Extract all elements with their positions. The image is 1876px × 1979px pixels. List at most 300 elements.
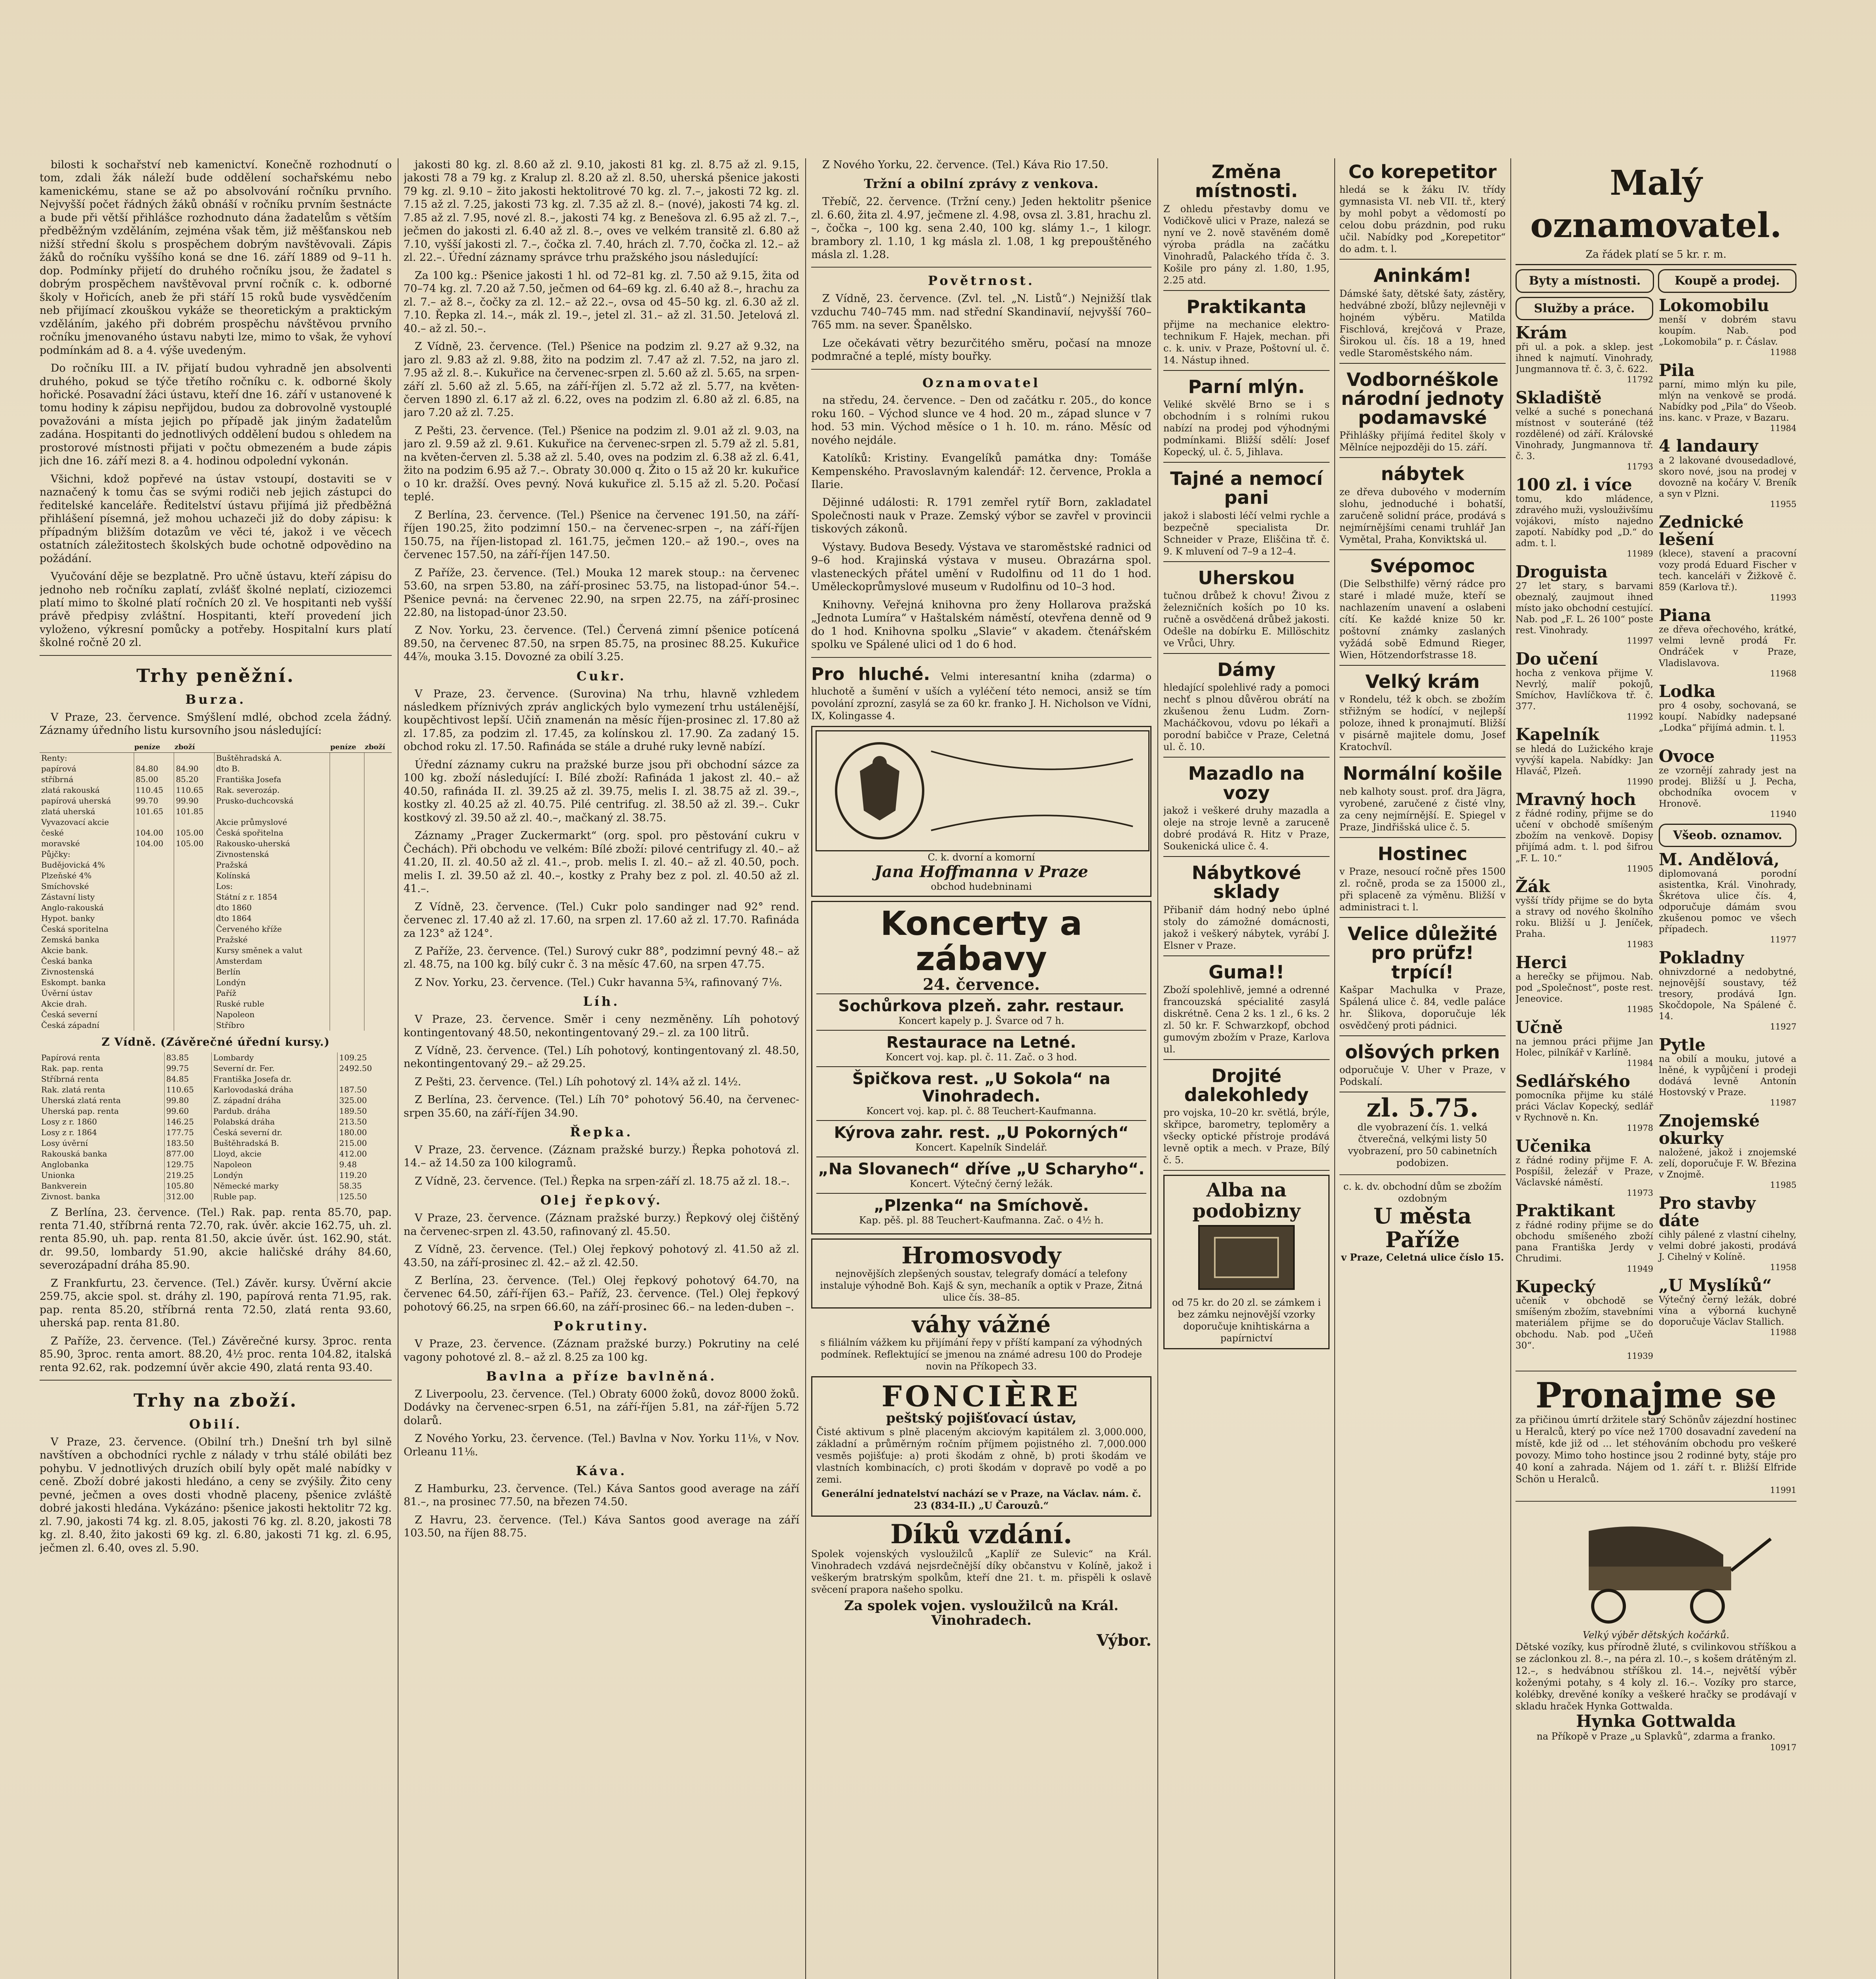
- paragraph: Z Vídně, 23. července. (Tel.) Líh pohotový, kontingentovaný zl. 48.50, nekontingentovaný 29.– až 29.25.: [404, 1045, 799, 1070]
- classifieds-masthead: Malý oznamovatel.: [1530, 163, 1782, 245]
- table-cell: 85.20: [174, 774, 214, 785]
- ad-title: Svépomoc: [1370, 555, 1475, 577]
- column-3: [811, 158, 1151, 1979]
- classified-ad: [1516, 726, 1653, 787]
- paragraph: jakosti 80 kg. zl. 8.60 až zl. 9.10, jakosti 81 kg. zl. 8.75 až zl. 9.15, jakosti 78 a 79 kg. z Kralup zl. 8.20 až zl. 8.50, uherská pšenice jakosti 79 kg. zl. 9.10 – žito jakosti hektolitrové 70 kg. zl. 7.–, jakosti 72 kg. zl. 7.15 až zl. 7.25, jakosti 73 kg. zl. 7.35 až zl. 8.– (nové), jakosti 74 kg. zl. 7.85 až zl. 7.95, nové zl. 8.–, jakosti 74 kg. z Benešova zl. 6.95 až zl. 7.–, ječmen do jakosti zl. 6.40 až zl. 8.–, oves ve velkém transitě zl. 6.80 až 7.10, vyšší jakosti zl. 7.–, čočka zl. 7.40, hrách zl. 7.70, čočka zl. 12.– až zl. 22.–. Úřední záznamy správce trhu pražského jsou následující:: [404, 159, 799, 264]
- table-row: [40, 1170, 392, 1181]
- paragraph: Do ročníku III. a IV. přijatí budou vyhradně jen absolventi druhého, pokud se týče třetího ročníku c. k. odborné školy hořické. Posavadní žáci ústavu, kteří dne 16. září v ustanovené k tomu hodiny k zápisu nepřijdou, budou za dobrovolně vystouplé považováni a místa jejich po případě jak jiným žadatelům zadána. Hospitanti do jednotlivých oddělení budou s ohledem na prostorové místnosti přijati v počtu obmezeném a bude zápis jich dne 16. září mezi 8. a 4. hodinou odpolední vykonán.: [40, 362, 392, 467]
- table-cell: [364, 881, 392, 892]
- paragraph: Z Paříže, 23. července. (Tel.) Závěrečné kursy. 3proc. renta 85.90, 3proc. renta amort. 88.20, 4½ proc. renta 104.82, italská renta 92.62, rak. podzemní úvěr akcie 490, zlatá renta 93.40.: [40, 1335, 392, 1374]
- table-cell: Hypot. banky: [41, 913, 95, 923]
- paragraph: Z Nov. Yorku, 23. července. (Tel.) Červená zimní pšenice potícená 89.50, na červenec 87.50, na srpen 85.75, na prosinec 88.25. Kukuřice 44⅞, mouka 3.15. Dovozné za obilí 3.25.: [404, 624, 799, 663]
- classified-ad: [1516, 1202, 1653, 1274]
- table-cell: Ruské ruble: [214, 999, 330, 1009]
- rates-header-cell: [214, 742, 330, 753]
- rates-table: [40, 742, 392, 1031]
- classified-title: Skladiště: [1516, 387, 1602, 407]
- classified-title: Učně: [1516, 1017, 1563, 1037]
- classified-title: Piana: [1659, 606, 1711, 625]
- col5-ad-list: [1339, 158, 1506, 1092]
- classified-number: 11977: [1770, 935, 1796, 945]
- table-cell: 177.75: [164, 1127, 211, 1138]
- table-cell: 129.75: [164, 1159, 211, 1170]
- paragraph: Z Vídně, 23. července. (Tel.) Pšenice na podzim zl. 9.27 až 9.32, na jaro zl. 9.83 až zl. 9.88, žito na podzim zl. 7.47 až zl. 7.52, na jaro zl. 7.95 až zl. 8.–. Kukuřice na červenec-srpen zl. 5.60 až zl. 5.65, na srpen-září zl. 5.60 až zl. 5.65, na září-říjen zl. 5.72 až zl. 5.77, na květen-červen 1890 zl. 6.17 až zl. 6.22, oves na podzim zl. 6.80 až zl. 6.85, na jaro 7.20 až zl. 7.25.: [404, 340, 799, 419]
- table-cell: 101.65: [134, 806, 174, 817]
- paragraph: Z Vídně, 23. července. (Tel.) Olej řepkový pohotový zl. 41.50 až zl. 43.50, na září-prosinec zl. 42.– až zl. 42.50.: [404, 1243, 799, 1269]
- paragraph: Všichni, kdož popřevé na ústav vstoupí, dostaviti se v naznačený k tomu čas se svými rodiči neb jejich zástupci do ředitelské kanceláře. Ředitelství ústavu přijímá již předběžná přihlášení písemná, jež mohou uchazeči již do doby zápisu: k případným bližším dotazům ve věci té, jakož i ve věcech ostatních záležitostech školských bude ochotně odpovědino na požádání.: [40, 473, 392, 565]
- vienna-rates-table: [40, 1052, 392, 1202]
- paragraph: Z Pešti, 23. července. (Tel.) Pšenice na podzim zl. 9.01 až zl. 9.03, na jaro zl. 9.59 až zl. 9.61. Kukuřice na červenec-srpen zl. 5.79 až zl. 5.81, na květen-červen zl. 5.38 až zl. 5.40, oves na podzim zl. 6.38 až zl. 6.41, žito na podzim 6.95 až 7.–. Obraty 30.000 q. Žito o 15 až 20 kr. kukuřice o 10 kr. dražší. Oves pevný. Nová kukuřice zl. 5.15 až zl. 5.20. Počasí teplé.: [404, 424, 799, 503]
- subsection-heading: Cukr.: [577, 668, 626, 684]
- classified-ad: [1516, 1019, 1653, 1069]
- table-cell: 219.25: [164, 1170, 211, 1181]
- classified-title: Kapelník: [1516, 725, 1599, 744]
- subsection-heading: Líh.: [583, 994, 620, 1009]
- ad-block: [1163, 959, 1330, 1060]
- ad-text: Přihlášky přijímá ředitel školy v Mělníce nejpozději do 15. září.: [1339, 430, 1506, 453]
- ad-text: v Praze, nesoucí ročně přes 1500 zl. ročně, proda se za 15000 zl., při splaceně za výměnu. Bližší v administraci t. l.: [1339, 866, 1506, 913]
- table-row: [40, 1149, 392, 1159]
- table-row: [40, 806, 392, 817]
- table-cell: Uherská pap. renta: [41, 1106, 119, 1116]
- price-block: [1339, 1095, 1506, 1169]
- table-cell: Česká sporitelna: [41, 924, 108, 934]
- table-cell: Losy z r. 1864: [41, 1127, 97, 1137]
- concert-desc: Kap. pěš. pl. 88 Teuchert-Kaufmanna. Zač. o 4½ h.: [859, 1214, 1104, 1226]
- subsection-heading: Pokrutiny.: [553, 1318, 650, 1334]
- table-row: [40, 1159, 392, 1170]
- subsection-heading: Bavlna a příze bavlněná.: [486, 1368, 717, 1384]
- table-cell: [338, 1074, 392, 1084]
- table-cell: 105.80: [164, 1181, 211, 1191]
- table-cell: [364, 892, 392, 902]
- table-cell: Amsterdam: [214, 956, 330, 967]
- table-cell: [330, 763, 364, 774]
- table-cell: 84.80: [134, 763, 174, 774]
- table-cell: [134, 1009, 174, 1020]
- store-name: U města Paříže: [1373, 1203, 1472, 1252]
- table-row: [40, 838, 392, 849]
- concert-desc: Koncert voj. kap. pl. č. 11. Zač. o 3 hod.: [885, 1051, 1077, 1063]
- paragraph: V Praze, 23. července. Smýšlení mdlé, obchod zcela žádný. Záznamy úředního listu kursovního jsou následující:: [40, 711, 392, 737]
- table-row: [40, 1084, 392, 1095]
- table-cell: [364, 817, 392, 828]
- paragraph: Z Berlína, 23. července. (Tel.) Rak. pap. renta 85.70, pap. renta 71.40, stříbrná renta 72.70, rak. úvěr. akcie 162.75, uh. zl. renta 85.90, uh. pap. renta 81.50, akcie úvěr. úst. 162.90, stát. dr. 99.50, lombardy 51.90, akcie haličské dráhy 84.60, severozápadní dráha 85.90.: [40, 1206, 392, 1272]
- ad-text: Kašpar Machulka v Praze, Spálená ulice č. 84, vedle paláce hr. Šlikova, doporučuje lék osvědčený proti pádnici.: [1339, 984, 1506, 1031]
- rates-header-cell: [40, 742, 134, 753]
- table-cell: [174, 881, 214, 892]
- column-rule: [1510, 158, 1511, 1979]
- scales-text: s filiálním vážkem ku přijímání řepy v příští kampaní za výhodných podmínek. Reflektující se jmenou na známé adresu 100 do Prodeje novin na Příkopech 33.: [820, 1337, 1142, 1372]
- rent-ad: [1516, 1377, 1796, 1495]
- classified-title: 4 landaury: [1659, 436, 1758, 456]
- table-cell: [364, 774, 392, 785]
- concerts-date: 24. července.: [923, 975, 1040, 994]
- classifieds-right: [1659, 297, 1796, 1366]
- paragraph: V Praze, 23. července. (Záznam pražské burzy.) Řepka pohotová zl. 14.– až 14.50 za 100 kilogramů.: [404, 1144, 799, 1170]
- hearing-ad: [811, 663, 1151, 722]
- table-cell: [174, 988, 214, 999]
- table-cell: Karlovodaská dráha: [211, 1084, 337, 1095]
- ad-text: neb kalhoty soust. prof. dra Jägra, vyrobené, zaručené z čisté vlny, za ceny nejmírnější. E. Spiegel v Praze, Jindřišská ulice č. 5.: [1339, 786, 1506, 833]
- table-cell: [364, 763, 392, 774]
- table-cell: [364, 945, 392, 956]
- table-cell: 104.00: [134, 838, 174, 849]
- paragraph: V Praze, 23. července. (Obilní trh.) Dnešní trh byl silně navštíven a obchodníci rychle z nálady v trhu stálé obiláti bez pohybu. V jednotlivých druzích obilí byly opět malé nabídky v ceně. Zboží dobré jakosti hledáno, a ceny se zvýšily. Žito ceny pevné, ječmen a oves dosti vhodně placeny, pšenice zvláště dobré jakosti hledána. Vykázáno: pšenice jakosti hektolitr 72 kg. zl. 7.90, jakosti 74 kg. zl. 8.05, jakosti 76 kg. zl. 8.20, jakosti 78 kg. zl. 8.40, žito jakosti 69 kg. zl. 6.80, jakosti 71 kg. zl. 6.95, ječmen zl. 6.40, oves zl. 5.90.: [40, 1436, 392, 1554]
- concert-desc: Koncert voj. kap. pl. č. 88 Teuchert-Kaufmanna.: [866, 1105, 1096, 1117]
- concert-desc: Koncert. Výtečný černý ležák.: [910, 1178, 1053, 1189]
- ad-title: Guma!!: [1208, 961, 1284, 983]
- table-cell: [174, 817, 214, 828]
- table-cell: [364, 860, 392, 870]
- rates-header-row: [40, 742, 392, 753]
- table-cell: [330, 796, 364, 806]
- concert-item: [816, 1120, 1146, 1157]
- classified-text: ohnivzdorné a nedobytné, nejnovější soustavy, též tresory, prodává Ign. Skočdopole, Na Spálené č. 14.: [1659, 967, 1796, 1022]
- lightning-title: Hromosvody: [901, 1242, 1061, 1269]
- table-cell: Stříbrná renta: [41, 1074, 99, 1084]
- table-cell: 110.65: [164, 1084, 211, 1095]
- classified-text: na jemnou práci přijme Jan Holec, pilníkář v Karlíně.: [1516, 1037, 1653, 1058]
- table-cell: Akcie průmyslové: [214, 817, 330, 828]
- table-cell: [330, 774, 364, 785]
- table-cell: [364, 934, 392, 945]
- pram-text: Dětské vozíky, kus přírodně žluté, s cvilinkovou stříškou a se záclonkou zl. 8.–, na péra zl. 10.–, s košem drátěným zl. 12.–, s hedvábnou stříškou zl. 14.–, největší výběr koženými potahy, s 4 koly zl. 16.–. Vozíky pro starce, kolébky, drevěné koníky a veškeré hračky se prodávají v skladu hraček Hynka Gottwalda.: [1516, 1641, 1796, 1712]
- table-row: [40, 1117, 392, 1127]
- table-cell: [134, 892, 174, 902]
- classified-number: 11988: [1770, 1328, 1796, 1337]
- classified-title: Do učení: [1516, 649, 1598, 669]
- ad-block: [1163, 465, 1330, 562]
- paragraph: Dějinné události: R. 1791 zemřel rytíř Born, zakladatel Společnosti nauk v Praze. Zemský výbor se zavřel v provincii tiskových zákonů.: [811, 496, 1151, 536]
- classified-title: Žák: [1516, 877, 1550, 896]
- classified-ad: [1659, 607, 1796, 679]
- thanks-org: Za spolek vojen. vysloužilců na Král. Vinohradech.: [844, 1597, 1119, 1629]
- classified-title: Mravný hoch: [1516, 790, 1636, 809]
- ad-text: jakož i veškeré druhy mazadla a oleje na stroje levně a zaruceně dobré prodává R. Hitz v Praze, Soukenická ulice č. 4.: [1163, 805, 1330, 852]
- classified-text: ze vzornějí zahrady jest na prodej. Bližší u J. Pecha, obchodníka ovocem v Hronově.: [1659, 765, 1796, 809]
- classified-text: hocha z venkova přijme V. Nevrlý, malíř pokojů, Smíchov, Havlíčkova tř. č. 377.: [1516, 668, 1653, 712]
- classified-ad: [1659, 513, 1796, 603]
- table-cell: Buštěhradská A.: [214, 752, 330, 763]
- fonciere-sub: peštský pojišťovací ústav,: [886, 1410, 1077, 1426]
- ad-block: [1339, 920, 1506, 1036]
- classified-text: pomocníka přijme ku stálé práci Václav Kopecký, sedlář v Rychnově n. Kn.: [1516, 1090, 1653, 1123]
- table-cell: [330, 956, 364, 967]
- subsection-heading: Olej řepkový.: [540, 1193, 663, 1208]
- banner-row: [1516, 269, 1796, 292]
- table-cell: Papírová renta: [41, 1052, 101, 1062]
- table-row: [40, 1074, 392, 1084]
- fonciere-agency: Generální jednatelství nachází se v Praze, na Václav. nám. č. 23 (834-II.) „U Čarouzů.“: [821, 1487, 1141, 1511]
- table-cell: 109.25: [338, 1052, 392, 1063]
- classified-number: 11990: [1627, 777, 1653, 786]
- table-cell: [364, 1009, 392, 1020]
- table-cell: [134, 913, 174, 924]
- table-cell: Prusko-duchcovská: [214, 796, 330, 806]
- table-cell: [134, 945, 174, 956]
- ad-block: [1339, 553, 1506, 666]
- table-cell: 101.85: [174, 806, 214, 817]
- ad-text: Veliké skvělé Brno se i s obchodním i s rolními rukou nabízí na prodej pod výhodnými podmínkami. Bližší sdělí: Josef Kopecký, ul. č. 5, Jihlava.: [1163, 399, 1330, 458]
- concert-item: [816, 1157, 1146, 1193]
- table-cell: Františka Josefa dr.: [211, 1074, 337, 1084]
- table-cell: [364, 924, 392, 934]
- ad-text: Zboží spolehlivě, jemné a odrenné francouzská spécialité zasylá diskrétně. Cena 2 ks. 1 zl., 6 ks. 2 zl. 50 kr. F. Schwarzkopf, obchod gumovým zbožím v Praze, Karlova ul.: [1163, 984, 1330, 1055]
- table-cell: Budějovická 4%: [41, 860, 105, 870]
- table-cell: [134, 967, 174, 977]
- classified-title: „U Myslíků“: [1659, 1275, 1772, 1295]
- table-cell: 312.00: [164, 1191, 211, 1202]
- classified-number: 11927: [1770, 1022, 1796, 1032]
- table-cell: [174, 860, 214, 870]
- column-6: [1516, 158, 1796, 1979]
- classified-number: 11968: [1770, 669, 1796, 678]
- classified-text: z řádné rodiny, přijme se do učení v obchodě smíšeným zbožím na venkově. Dopisy přijímá adm. t. l. pod šifrou „F. L. 10.“: [1516, 809, 1653, 864]
- classified-number: 11989: [1627, 549, 1653, 558]
- table-row: [40, 945, 392, 956]
- table-cell: [364, 999, 392, 1009]
- table-cell: [174, 924, 214, 934]
- hoffmann-ad: [811, 726, 1151, 897]
- table-cell: 412.00: [338, 1149, 392, 1159]
- concert-venue: „Na Slovanech“ dříve „U Scharyho“.: [818, 1160, 1145, 1178]
- table-cell: Napoleon: [214, 1009, 330, 1020]
- table-cell: [330, 967, 364, 977]
- table-cell: Polabská dráha: [211, 1117, 337, 1127]
- table-row: [40, 817, 392, 828]
- table-cell: Buštěhradská B.: [211, 1138, 337, 1149]
- ad-text: přijme na mechanice elektro-technikum F. Hajek, mechan. při c. k. univ. v Praze, Poštovní ul. č. 14. Nástup ihned.: [1163, 319, 1330, 366]
- classified-number: 11984: [1770, 423, 1796, 433]
- table-cell: [330, 828, 364, 838]
- rent-title: Pronajme se: [1535, 1375, 1777, 1416]
- classified-number: 11987: [1770, 1098, 1796, 1108]
- ad-text: tučnou drůbež k chovu! Živou z železničních koších po 10 ks. ručně a osvědčená drůbež jakosti. Odešle na dobírku E. Millöschitz ve Vrůci, Uhry.: [1163, 590, 1330, 649]
- price-desc: dle vyobrazení čís. 1. velká čtverečná, velkými listy 50 vyobrazení, pro 50 cabinetních podobizen.: [1348, 1122, 1497, 1169]
- concert-item: [816, 1193, 1146, 1229]
- classified-ad: [1516, 1138, 1653, 1198]
- classified-number: 11997: [1627, 636, 1653, 646]
- classified-text: Výtečný černý ležák, dobré vína a výborná kuchyně doporučuje Václav Stallich.: [1659, 1294, 1796, 1327]
- fonciere-title: FONCIÈRE: [881, 1379, 1081, 1413]
- pram-number: 10917: [1770, 1743, 1796, 1753]
- classified-text: z řádné rodiny přijme F. A. Pospíšil, železář v Praze, Václavské náměstí.: [1516, 1155, 1653, 1188]
- paragraph: na středu, 24. července. – Den od začátku r. 205., do konce roku 160. – Východ slunce ve 4 hod. 20 m., západ slunce v 7 hod. 53 min. Východ měsíce o 1 h. 10. m. ráno. Měsíc od nového nejdále.: [811, 394, 1151, 446]
- vienna-rates-body: [40, 1052, 392, 1202]
- subsection-heading: Povětrnost.: [928, 273, 1035, 289]
- table-cell: 83.85: [164, 1052, 211, 1063]
- hoffmann-logo: [816, 730, 1150, 851]
- table-cell: Česká spořitelna: [214, 828, 330, 838]
- divider: [1339, 1174, 1506, 1175]
- table-cell: Bankverein: [41, 1181, 87, 1191]
- table-cell: [364, 785, 392, 796]
- paragraph: Z Nov. Yorku, 23. července. (Tel.) Cukr havanna 5¾, rafinovaný 7⅛.: [415, 976, 783, 989]
- table-cell: Česká severní: [41, 1009, 97, 1019]
- table-cell: [330, 752, 364, 763]
- table-cell: Zemská banka: [41, 934, 100, 944]
- table-cell: Půjčky:: [41, 849, 70, 859]
- table-cell: 84.90: [174, 763, 214, 774]
- rates-header-cell: peníze: [330, 742, 364, 753]
- table-cell: [330, 988, 364, 999]
- classified-ad: [1659, 437, 1796, 509]
- classified-text: diplomovaná porodní asistentka, Král. Vinohrady, Škrétova ulice čís. 4, odporučuje dámám svou zkušenou pomoc ve všech případech.: [1659, 869, 1796, 935]
- store-address: v Praze, Celetná ulice číslo 15.: [1341, 1252, 1504, 1263]
- paragraph: Z Berlína, 23. července. (Tel.) Olej řepkový pohotový 64.70, na červenec 64.50, září-říjen 63.– Paříž, 23. července. (Tel.) Olej řepkový pohotový 66.25, na srpen 66.60, na září-prosinec 66.– na leden-duben –.: [404, 1274, 799, 1313]
- classified-number: 11940: [1770, 809, 1796, 819]
- table-cell: Německé marky: [211, 1181, 337, 1191]
- paragraph: Z Havru, 23. července. (Tel.) Káva Santos good average na září 103.50, na říjen 88.75.: [404, 1514, 799, 1540]
- classified-title: Ovoce: [1659, 746, 1715, 766]
- ad-title: Aninkám!: [1373, 265, 1472, 287]
- subsection-heading: Burza.: [185, 691, 246, 707]
- crest-icon: [820, 735, 1145, 846]
- table-row: [40, 763, 392, 774]
- table-cell: 99.80: [164, 1095, 211, 1106]
- classified-number: 11955: [1770, 499, 1796, 509]
- thanks-ad: [811, 1518, 1151, 1650]
- classified-ad: [1516, 324, 1653, 385]
- classified-ad: [1516, 563, 1653, 646]
- ad-title: Hostinec: [1377, 843, 1468, 864]
- store-intro: c. k. dv. obchodní dům se zbožím ozdobným: [1343, 1181, 1502, 1204]
- albums-ad: [1163, 1175, 1330, 1349]
- classified-text: parní, mimo mlýn ku pile, mlýn na venkově se prodá. Nabídky pod „Pila“ do Všeob. ins. kanc. v Praze, v Bazaru.: [1659, 379, 1796, 423]
- classified-title: Zednické lešení: [1659, 512, 1744, 549]
- ad-text: jakož i slabosti léčí velmi rychle a bezpečně specialista Dr. Schneider v Praze, Eliščina tř. č. 9. K mluvení od 7–9 a 12–4.: [1163, 510, 1330, 557]
- table-cell: Vyvazovací akcie: [41, 817, 109, 827]
- divider: [1516, 1501, 1796, 1502]
- table-cell: [174, 956, 214, 967]
- concerts-ad: [811, 901, 1151, 1234]
- lightning-text: nejnovějších zlepšených soustav, telegrafy domácí a telefony instaluje výhodně Boh. Kajš & syn, mechaník a optik v Praze, Žitná ulice čís. 38–85.: [820, 1268, 1143, 1303]
- ad-block: [1163, 564, 1330, 654]
- table-cell: [364, 988, 392, 999]
- concert-venue: Sochůrkova plzeň. zahr. restaur.: [838, 997, 1125, 1015]
- table-cell: [174, 870, 214, 881]
- table-cell: [364, 902, 392, 913]
- table-row: [40, 999, 392, 1009]
- table-cell: Unionka: [41, 1170, 75, 1180]
- table-cell: Uherská zlatá renta: [41, 1095, 121, 1105]
- table-cell: [364, 977, 392, 988]
- table-cell: [134, 988, 174, 999]
- paragraph: Lze očekávati větry bezurčitého směru, počasí na mnoze podmračné a teplé, místy bouřky.: [811, 337, 1151, 363]
- subsection-heading: Oznamovatel: [922, 375, 1040, 390]
- ad-block: [1339, 840, 1506, 918]
- table-cell: [330, 913, 364, 924]
- classified-ad: [1516, 1073, 1653, 1134]
- table-cell: [330, 806, 364, 817]
- table-cell: dto 1864: [214, 913, 330, 924]
- table-row: [40, 1052, 392, 1063]
- ad-block: [1163, 373, 1330, 463]
- table-cell: Z. západní dráha: [211, 1095, 337, 1106]
- paragraph: Z Vídně, 23. července. (Tel.) Řepka na srpen-září zl. 18.75 až zl. 18.–.: [415, 1175, 790, 1187]
- classifieds-left: [1516, 297, 1653, 1366]
- table-cell: dto 1860: [214, 902, 330, 913]
- table-cell: [134, 934, 174, 945]
- table-cell: Rak. zlatá renta: [41, 1084, 105, 1094]
- classified-text: učeník v obchodě se smíšeným zbožím, stavebními materiálem přijme se do obchodu. Nab. pod „Učeň 30“.: [1516, 1296, 1653, 1351]
- divider: [40, 1380, 392, 1381]
- classifieds-grid: [1516, 297, 1796, 1366]
- paragraph: Z Nového Yorku, 23. července. (Tel.) Bavlna v Nov. Yorku 11⅛, v Nov. Orleanu 11⅛.: [404, 1432, 799, 1458]
- classified-number: 11985: [1627, 1005, 1653, 1014]
- ad-title: nábytek: [1381, 463, 1464, 485]
- table-cell: Napoleon: [211, 1159, 337, 1170]
- classified-number: 11992: [1627, 712, 1653, 722]
- classified-ad: [1659, 297, 1796, 358]
- concert-item: [816, 993, 1146, 1030]
- table-cell: 105.00: [174, 828, 214, 838]
- table-cell: [330, 860, 364, 870]
- paragraph: Z Vídně, 23. července. (Tel.) Cukr polo sandinger nad 92° rend. červenec zl. 17.40 až zl. 17.60, na srpen zl. 17.60 až zl. 17.70. Rafináda za 123° až 124°.: [404, 900, 799, 940]
- table-cell: Česká západní: [41, 1020, 100, 1030]
- subsection-heading: Obilí.: [189, 1417, 242, 1432]
- table-row: [40, 913, 392, 924]
- classified-text: a 2 lakované dvousedadlové, skoro nové, jsou na prodej v dovozně na kočáry V. Breník a syn v Plzni.: [1659, 455, 1796, 499]
- table-cell: [134, 860, 174, 870]
- table-row: [40, 785, 392, 796]
- table-cell: Losy úvěrní: [41, 1138, 88, 1148]
- rates-header-cell: zboží: [364, 742, 392, 753]
- ad-block: [1339, 262, 1506, 363]
- paragraph: Z Frankfurtu, 23. července. (Tel.) Závěr. kursy. Úvěrní akcie 259.75, akcie spol. st. dráhy zl. 190, papírová renta 71.95, rak. pap. renta 85.20, stříbrná renta 72.50, zlatá renta 93.60, uherská pap. renta 81.80.: [40, 1277, 392, 1329]
- table-cell: [330, 849, 364, 860]
- classified-ad: [1659, 748, 1796, 820]
- table-row: [40, 1095, 392, 1106]
- table-row: [40, 1106, 392, 1117]
- classified-text: vyšší třídy přijme se do byta a stravy od nového školního roku. Bližší u J. Jeníček, Praha.: [1516, 896, 1653, 940]
- table-cell: zlatá rakouská: [41, 785, 100, 795]
- table-cell: Státní z r. 1854: [214, 892, 330, 902]
- table-cell: [134, 977, 174, 988]
- classified-text: cihly pálené z vlastní cihelny, velmi dobré jakosti, prodává J. Cihelný v Kolíně.: [1659, 1230, 1796, 1263]
- table-cell: [330, 945, 364, 956]
- ad-title: Normální košile: [1343, 763, 1502, 784]
- table-cell: [330, 881, 364, 892]
- table-cell: Eskompt. banka: [41, 977, 106, 987]
- classified-text: při ul. a pok. a sklep. jest ihned k najmutí. Vinohrady, Jungmannova tř. č. 3, č. 622.: [1516, 342, 1653, 375]
- table-cell: Česká severní dr.: [211, 1127, 337, 1138]
- classified-number: 11793: [1627, 462, 1653, 472]
- table-cell: Severní dr. Fer.: [211, 1063, 337, 1074]
- classified-title: Lodka: [1659, 682, 1716, 701]
- classified-title: Znojemské okurky: [1659, 1111, 1760, 1148]
- classified-text: 27 let stary, s barvami obeznalý, zaujmout ihned místo jako obchodní cestující. Nab. pod „F. L. 26 100“ poste rest. Vinohrady.: [1516, 581, 1653, 636]
- classified-number: 11985: [1770, 1180, 1796, 1190]
- col4-ad-list: [1163, 158, 1330, 1171]
- hearing-ad-text: Velmi interesantní kniha (zdarma) o hluchotě a šumění v uších a vyléčení této nemoci, ansiž se tím povolání zprozní, zasylá se za 60 kr. franko J. H. Nicholson ve Vídni, IX, Kolingasse 4.: [811, 670, 1151, 722]
- table-cell: Ruble pap.: [211, 1191, 337, 1202]
- table-row: [40, 796, 392, 806]
- table-cell: Lombardy: [211, 1052, 337, 1063]
- classified-number: 11973: [1627, 1188, 1653, 1198]
- ad-block: [1339, 668, 1506, 758]
- classified-number: 11988: [1770, 347, 1796, 357]
- concert-venue: Kýrova zahr. rest. „U Pokorných“: [834, 1123, 1129, 1142]
- table-cell: Akcie bank.: [41, 945, 88, 955]
- ad-title: Tajné a nemocí pani: [1170, 468, 1323, 509]
- classified-ad: [1659, 1112, 1796, 1191]
- ad-text: (Die Selbsthilfe) věrný rádce pro staré i mladé muže, kteří se nachlazením unavení a oslabeni cítí. Ke každé knize 50 kr. poštovní známky zaslaných vyžádá sobě Edmund Rieger, Wien, Hötzendorfstrasse 18.: [1339, 578, 1506, 661]
- table-cell: [330, 817, 364, 828]
- table-cell: [174, 945, 214, 956]
- rates-header-cell: zboží: [174, 742, 214, 753]
